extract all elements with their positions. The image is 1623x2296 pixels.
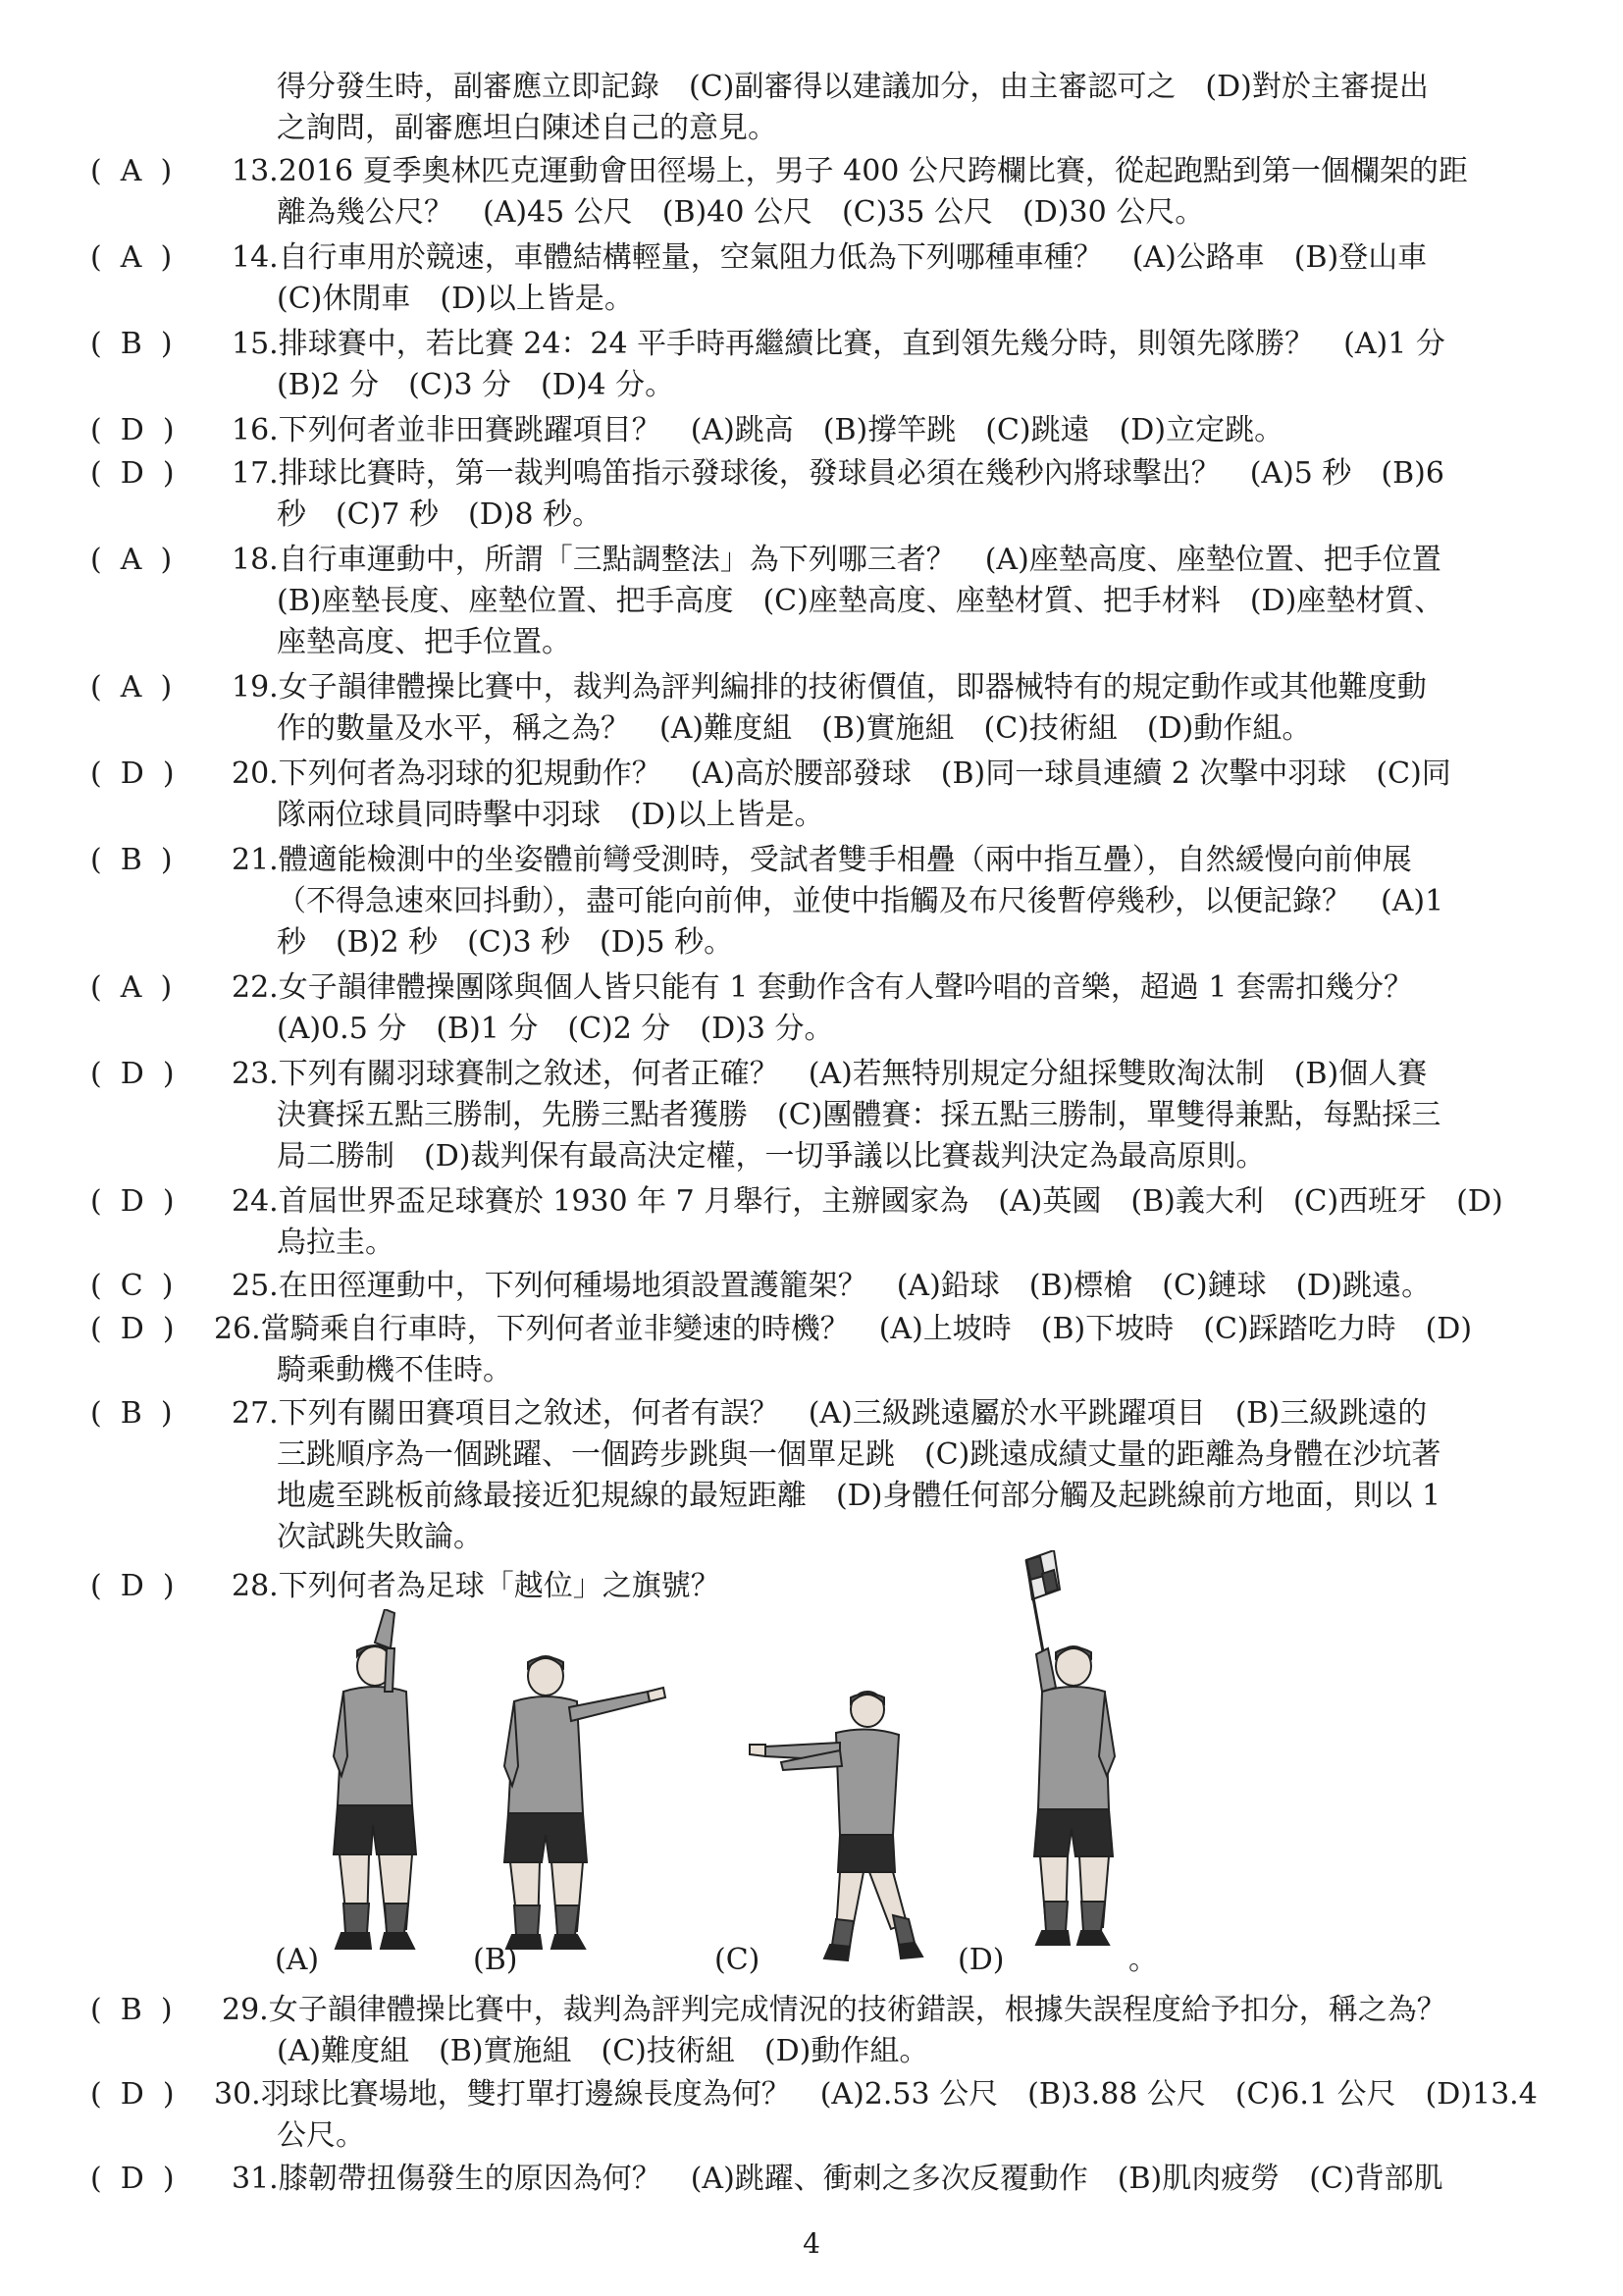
answer-mark: ( A ) — [90, 154, 173, 188]
answer-mark: ( D ) — [90, 1057, 175, 1091]
page-number: 4 — [803, 2227, 820, 2260]
figure-label-d: (D) — [958, 1943, 1005, 1977]
question-text: 當騎乘自行車時，下列何者並非變速的時機？ (A)上坡時 (B)下坡時 (C)踩踏吃力時 (D) — [260, 1312, 1473, 1346]
answer-mark: ( B ) — [90, 843, 173, 877]
question-text: 下列有關田賽項目之敘述，何者有誤？ (A)三級跳遠屬於水平跳躍項目 (B)三級跳遠的 — [278, 1396, 1428, 1431]
question-text-line-2: 烏拉圭。 — [277, 1226, 394, 1260]
question-number: 25. — [232, 1269, 279, 1303]
question-number: 26. — [214, 1312, 261, 1346]
question-number: 19. — [232, 670, 279, 704]
question-text: 在田徑運動中，下列何種場地須設置護籠架？ (A)鉛球 (B)標槍 (C)鏈球 (D)跳遠。 — [278, 1269, 1432, 1303]
answer-mark: ( B ) — [90, 327, 173, 361]
question-text: 自行車運動中，所謂「三點調整法」為下列哪三者？ (A)座墊高度、座墊位置、把手位置 — [278, 543, 1441, 577]
question-text-line-2: (C)休閒車 (D)以上皆是。 — [277, 282, 634, 316]
answer-mark: ( D ) — [90, 413, 175, 447]
referee-signal-figures — [255, 1609, 1236, 1982]
question-text-line-2: 作的數量及水平，稱之為？ (A)難度組 (B)實施組 (C)技術組 (D)動作組。 — [277, 711, 1312, 746]
referee-figure-d — [991, 1550, 1168, 1962]
question-text-line-2: （不得急速來回抖動），盡可能向前伸，並使中指觸及布尺後暫停幾秒，以便記錄？ (A)1 — [277, 884, 1444, 918]
question-text: 排球賽中，若比賽 24：24 平手時再繼續比賽，直到領先幾分時，則領先隊勝？ (A)1 分 — [278, 327, 1445, 361]
referee-figure-b — [500, 1648, 697, 1962]
continuation-line-1: 得分發生時，副審應立即記錄 (C)副審得以建議加分，由主審認可之 (D)對於主審提出 — [277, 70, 1429, 104]
question-number: 21. — [232, 843, 279, 877]
continuation-line-2: 之詢問，副審應坦白陳述自己的意見。 — [277, 111, 777, 145]
question-text-line-3: 地處至跳板前緣最接近犯規線的最短距離 (D)身體任何部分觸及起跳線前方地面，則以 1 — [277, 1479, 1441, 1513]
question-text: 女子韻律體操團隊與個人皆只能有 1 套動作含有人聲吟唱的音樂，超過 1 套需扣幾分？ — [278, 970, 1414, 1005]
question-text: 下列何者為羽球的犯規動作？ (A)高於腰部發球 (B)同一球員連續 2 次擊中羽球 (C)同 — [278, 757, 1451, 791]
question-text: 女子韻律體操比賽中，裁判為評判編排的技術價值，即器械特有的規定動作或其他難度動 — [278, 670, 1427, 704]
question-number: 14. — [232, 240, 279, 275]
question-text: 體適能檢測中的坐姿體前彎受測時，受試者雙手相疊（兩中指互疊），自然緩慢向前伸展 — [278, 843, 1412, 877]
question-text: 下列何者並非田賽跳躍項目？ (A)跳高 (B)撐竿跳 (C)跳遠 (D)立定跳。 — [278, 413, 1284, 447]
question-text-line-3: 座墊高度、把手位置。 — [277, 625, 571, 659]
answer-mark: ( D ) — [90, 1312, 175, 1346]
question-text-line-2: (B)座墊長度、座墊位置、把手高度 (C)座墊高度、座墊材質、把手材料 (D)座墊材質、 — [277, 584, 1444, 618]
answer-mark: ( A ) — [90, 970, 173, 1005]
answer-mark: ( B ) — [90, 1993, 173, 2027]
question-text-line-2: 隊兩位球員同時擊中羽球 (D)以上皆是。 — [277, 798, 824, 832]
question-number: 31. — [232, 2162, 279, 2196]
question-text-line-2: (A)難度組 (B)實施組 (C)技術組 (D)動作組。 — [277, 2034, 929, 2068]
answer-mark: ( C ) — [90, 1269, 174, 1303]
question-number: 29. — [222, 1993, 269, 2027]
question-text: 膝韌帶扭傷發生的原因為何？ (A)跳躍、衝刺之多次反覆動作 (B)肌肉疲勞 (C)背部肌 — [278, 2162, 1443, 2196]
question-text-line-2: (B)2 分 (C)3 分 (D)4 分。 — [277, 368, 675, 402]
figure-label-a: (A) — [275, 1943, 320, 1977]
continuation-text — [277, 67, 1572, 149]
answer-mark: ( D ) — [90, 456, 175, 491]
question-text-line-3: 局二勝制 (D)裁判保有最高決定權，一切爭議以比賽裁判決定為最高原則。 — [277, 1139, 1266, 1174]
question-number: 17. — [232, 456, 279, 491]
question-number: 28. — [232, 1569, 279, 1603]
question-text-line-4: 次試跳失敗論。 — [277, 1520, 483, 1554]
answer-mark: ( D ) — [90, 1184, 175, 1219]
question-number: 30. — [214, 2077, 261, 2112]
question-text: 下列有關羽球賽制之敘述，何者正確？ (A)若無特別規定分組採雙敗淘汰制 (B)個人賽 — [278, 1057, 1428, 1091]
question-text: 女子韻律體操比賽中，裁判為評判完成情況的技術錯誤，根據失誤程度給予扣分，稱之為？ — [268, 1993, 1446, 2027]
question-number: 22. — [232, 970, 279, 1005]
figure-label-c: (C) — [714, 1943, 760, 1977]
question-text-line-2: 三跳順序為一個跳躍、一個跨步跳與一個單足跳 (C)跳遠成績丈量的距離為身體在沙坑著 — [277, 1437, 1441, 1472]
question-number: 23. — [232, 1057, 279, 1091]
question-text: 羽球比賽場地，雙打單打邊線長度為何？ (A)2.53 公尺 (B)3.88 公尺 (C)6.1 公尺 (D)13.4 — [260, 2077, 1538, 2112]
question-text-line-2: 決賽採五點三勝制，先勝三點者獲勝 (C)團體賽：採五點三勝制，單雙得兼點，每點採三 — [277, 1098, 1441, 1132]
question-text: 首屆世界盃足球賽於 1930 年 7 月舉行，主辦國家為 (A)英國 (B)義大利 (C)西班牙 (D) — [278, 1184, 1503, 1219]
answer-mark: ( B ) — [90, 1396, 173, 1431]
question-number: 16. — [232, 413, 279, 447]
answer-mark: ( D ) — [90, 2077, 175, 2112]
referee-figure-a — [314, 1609, 471, 1962]
answer-mark: ( A ) — [90, 543, 173, 577]
question-text: 2016 夏季奧林匹克運動會田徑場上，男子 400 公尺跨欄比賽，從起跑點到第一個欄架的距 — [278, 154, 1468, 188]
question-number: 24. — [232, 1184, 279, 1219]
question-text: 排球比賽時，第一裁判鳴笛指示發球後，發球員必須在幾秒內將球擊出？ (A)5 秒 (B)6 — [278, 456, 1444, 491]
answer-mark: ( A ) — [90, 670, 173, 704]
question-number: 18. — [232, 543, 279, 577]
question-text-line-3: 秒 (B)2 秒 (C)3 秒 (D)5 秒。 — [277, 925, 734, 960]
question-text: 自行車用於競速，車體結構輕量，空氣阻力低為下列哪種車種？ (A)公路車 (B)登山車 — [278, 240, 1428, 275]
question-text-line-2: 騎乘動機不佳時。 — [277, 1353, 512, 1387]
question-text: 下列何者為足球「越位」之旗號？ — [278, 1569, 720, 1603]
answer-mark: ( A ) — [90, 240, 173, 275]
referee-figure-c — [746, 1688, 962, 1982]
question-number: 15. — [232, 327, 279, 361]
figure-label-b: (B) — [473, 1943, 518, 1977]
question-text-line-2: 離為幾公尺？ (A)45 公尺 (B)40 公尺 (C)35 公尺 (D)30 公尺。 — [277, 195, 1205, 230]
question-number: 13. — [232, 154, 279, 188]
question-number: 20. — [232, 757, 279, 791]
answer-mark: ( D ) — [90, 1569, 175, 1603]
question-text-line-2: (A)0.5 分 (B)1 分 (C)2 分 (D)3 分。 — [277, 1012, 834, 1046]
question-text-line-2: 公尺。 — [277, 2118, 365, 2153]
answer-mark: ( D ) — [90, 757, 175, 791]
question-number: 27. — [232, 1396, 279, 1431]
figure-label-end: 。 — [1128, 1943, 1158, 1977]
question-text-line-2: 秒 (C)7 秒 (D)8 秒。 — [277, 497, 602, 532]
answer-mark: ( D ) — [90, 2162, 175, 2196]
